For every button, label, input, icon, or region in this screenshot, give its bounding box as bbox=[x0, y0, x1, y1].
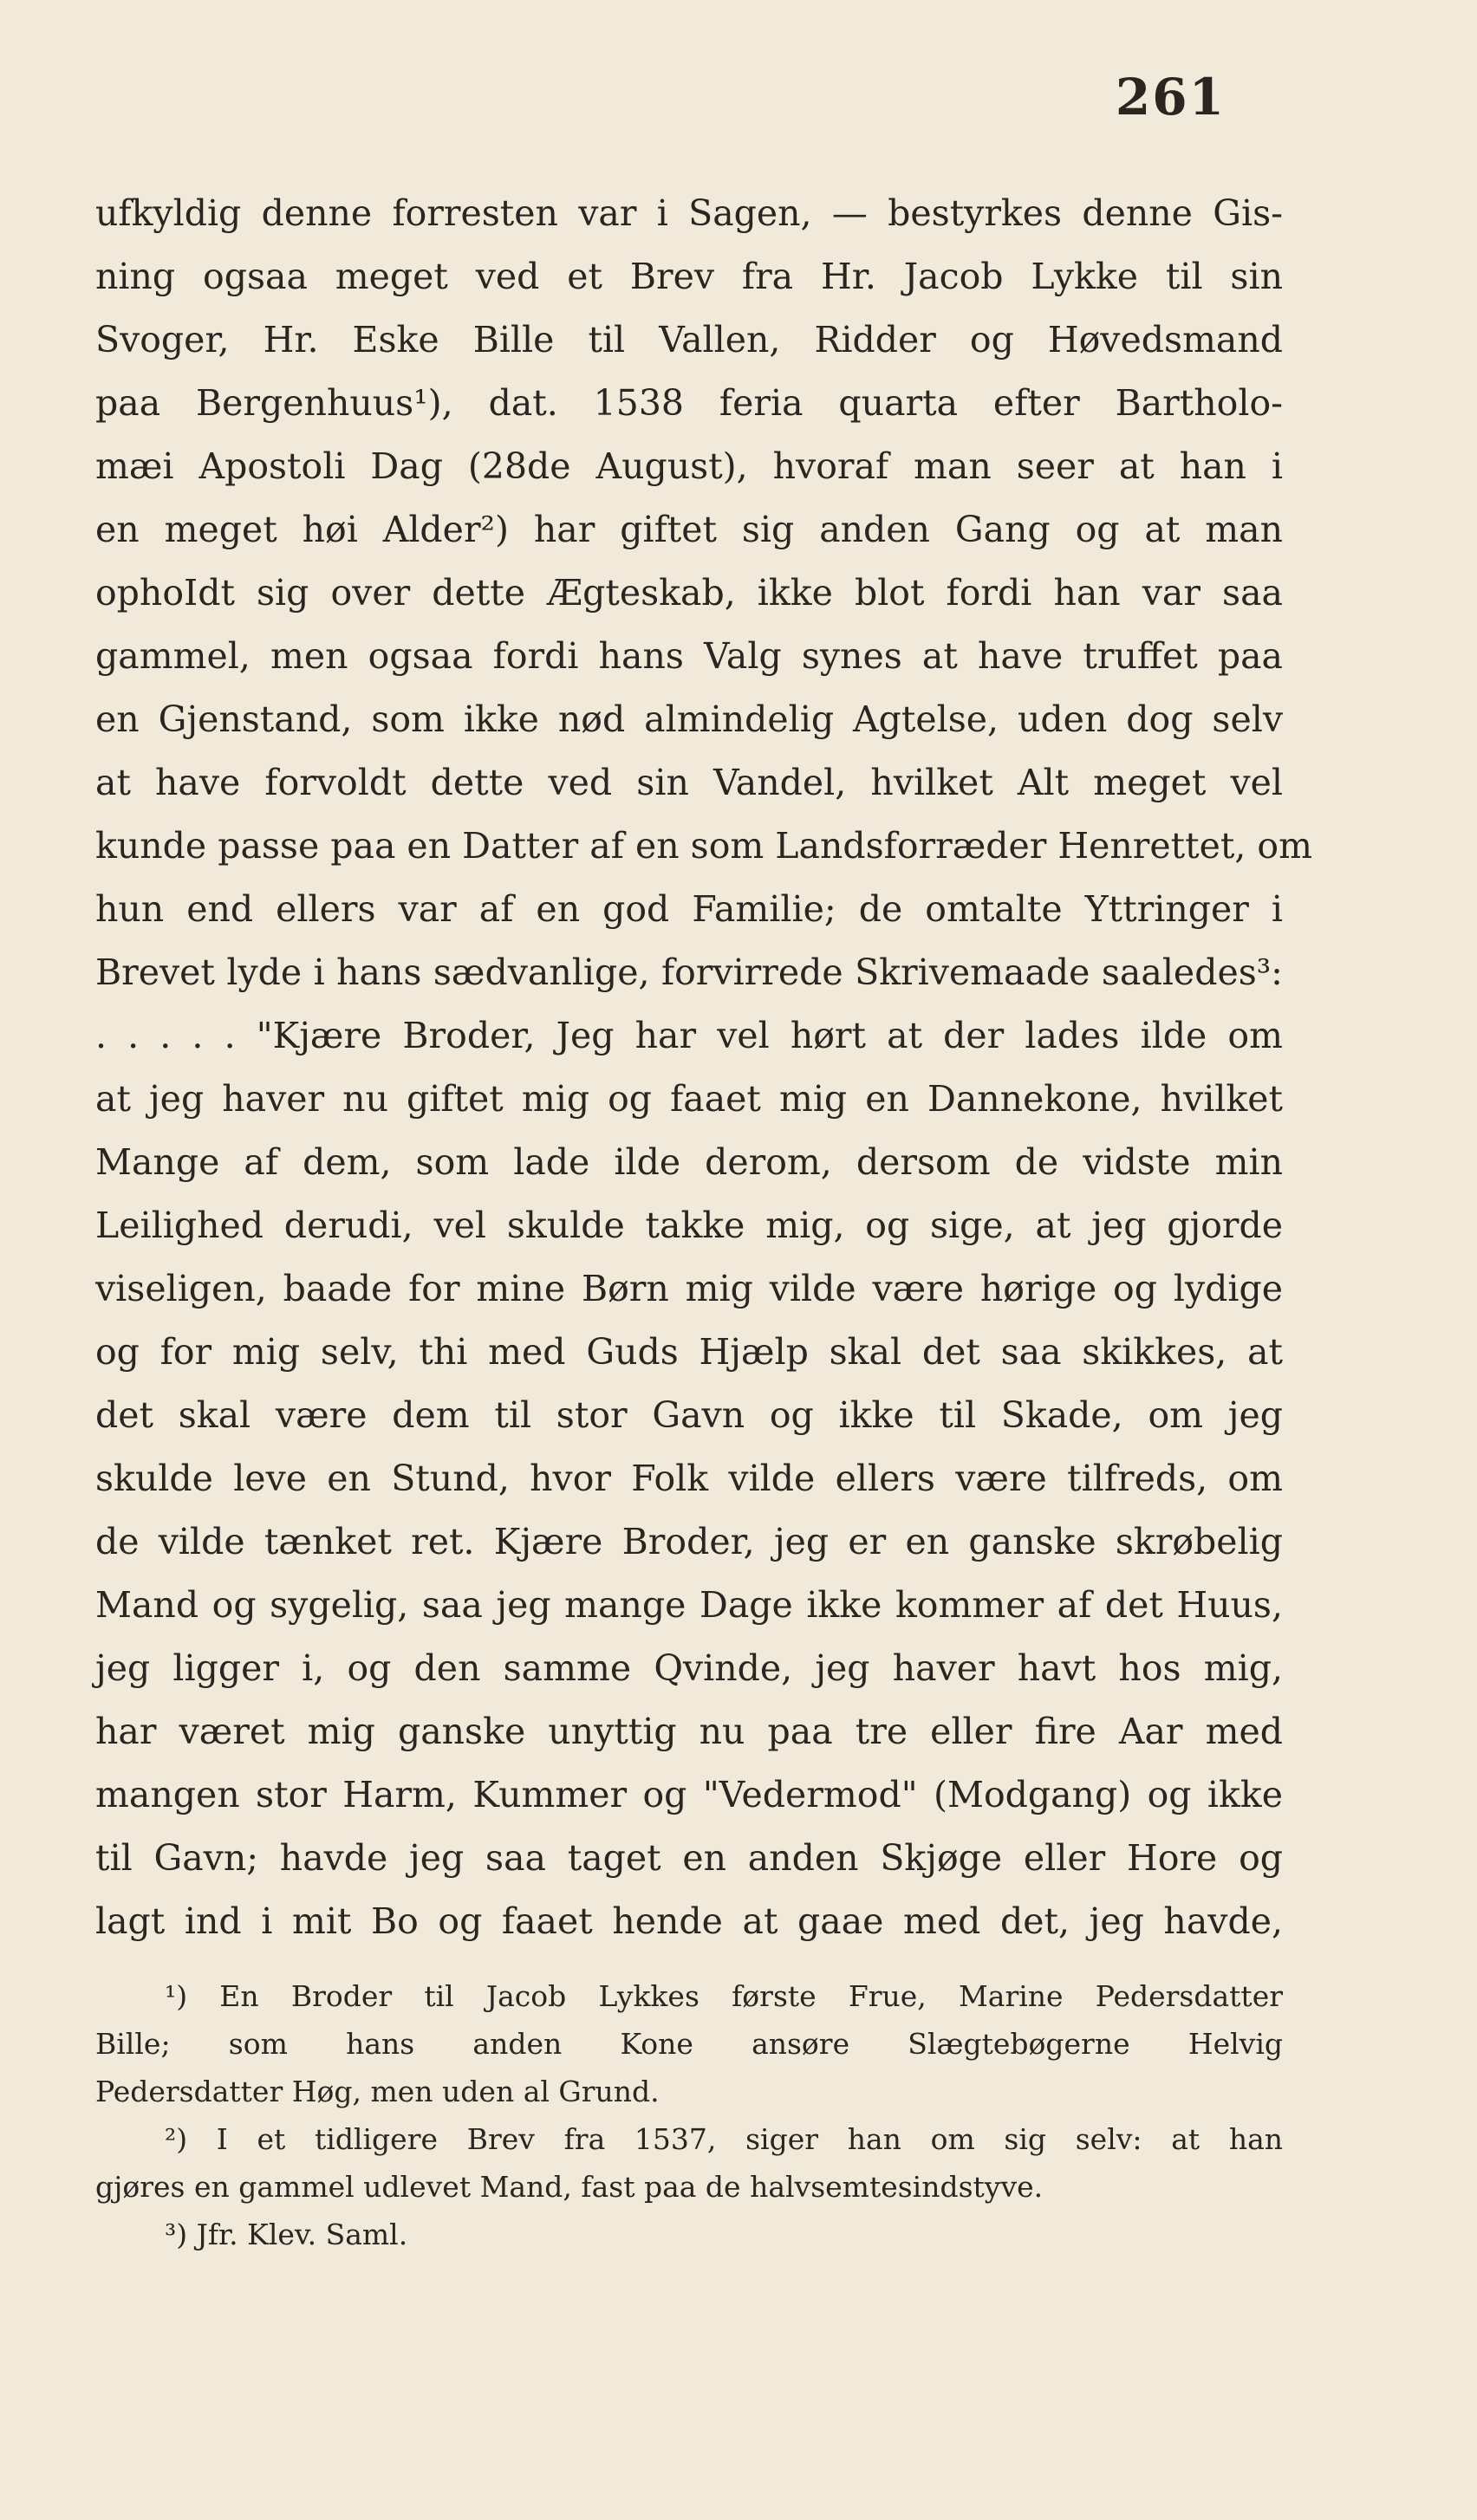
text-line: kunde passe paa en Datter af en som Landsforræder Henrettet, om bbox=[95, 825, 1312, 867]
footnote-1-line: ¹) En Broder til Jacob Lykkes første Frue, Marine Pedersdatter bbox=[165, 1979, 1283, 2013]
text-line: det skal være dem til stor Gavn og ikke til Skade, om jeg bbox=[95, 1394, 1283, 1436]
text-line: hun end ellers var af en god Familie; de omtalte Yttringer i bbox=[95, 888, 1283, 930]
text-line: skulde leve en Stund, hvor Folk vilde ellers være tilfreds, om bbox=[95, 1458, 1283, 1499]
text-line: mæi Apostoli Dag (28de August), hvoraf man seer at han i bbox=[95, 445, 1283, 487]
main-text bbox=[95, 182, 1312, 1953]
footnote-3-line: ³) Jfr. Klev. Saml. bbox=[165, 2218, 408, 2251]
footnote-1-line: Bille; som hans anden Kone ansøre Slægtebøgerne Helvig bbox=[95, 2027, 1283, 2061]
text-line: at jeg haver nu giftet mig og faaet mig en Dannekone, hvilket bbox=[95, 1078, 1283, 1120]
text-line: til Gavn; havde jeg saa taget en anden Skjøge eller Hore og bbox=[95, 1837, 1283, 1879]
text-line: . . . . . "Kjære Broder, Jeg har vel hørt at der lades ilde om bbox=[95, 1015, 1283, 1056]
text-line: Mand og sygelig, saa jeg mange Dage ikke kommer af det Huus, bbox=[95, 1584, 1283, 1626]
footnote-2-line: ²) I et tidligere Brev fra 1537, siger han om sig selv: at han bbox=[165, 2122, 1283, 2156]
text-line: og for mig selv, thi med Guds Hjælp skal det saa skikkes, at bbox=[95, 1331, 1283, 1373]
text-line: Leilighed derudi, vel skulde takke mig, og sige, at jeg gjorde bbox=[95, 1205, 1283, 1246]
text-line: jeg ligger i, og den samme Qvinde, jeg haver havt hos mig, bbox=[95, 1647, 1283, 1689]
text-line: en Gjenstand, som ikke nød almindelig Agtelse, uden dog selv bbox=[95, 698, 1283, 740]
text-line: Svoger, Hr. Eske Bille til Vallen, Ridder og Høvedsmand bbox=[95, 319, 1283, 360]
text-line: de vilde tænket ret. Kjære Broder, jeg er en ganske skrøbelig bbox=[95, 1521, 1283, 1562]
text-line: gammel, men ogsaa fordi hans Valg synes at have truffet paa bbox=[95, 635, 1283, 677]
text-line: paa Bergenhuus¹), dat. 1538 feria quarta efter Bartholo- bbox=[95, 382, 1283, 424]
text-line: viseligen, baade for mine Børn mig vilde være hørige og lydige bbox=[95, 1268, 1283, 1309]
text-line: ning ogsaa meget ved et Brev fra Hr. Jacob Lykke til sin bbox=[95, 256, 1283, 297]
text-line: har været mig ganske unyttig nu paa tre eller fire Aar med bbox=[95, 1711, 1283, 1752]
page-number: 261 bbox=[1115, 68, 1226, 127]
footnotes bbox=[95, 1972, 1283, 2258]
text-line: mangen stor Harm, Kummer og "Vedermod" (Modgang) og ikke bbox=[95, 1774, 1283, 1815]
footnote-1-line: Pedersdatter Høg, men uden al Grund. bbox=[95, 2075, 660, 2108]
text-line: en meget høi Alder²) har giftet sig anden Gang og at man bbox=[95, 509, 1283, 550]
text-line: ophoIdt sig over dette Ægteskab, ikke blot fordi han var saa bbox=[95, 572, 1283, 614]
text-line: lagt ind i mit Bo og faaet hende at gaae med det, jeg havde, bbox=[95, 1900, 1283, 1942]
footnote-2-line: gjøres en gammel udlevet Mand, fast paa de halvsemtesindstyve. bbox=[95, 2170, 1044, 2204]
text-line: Brevet lyde i hans sædvanlige, forvirrede Skrivemaade saaledes³: bbox=[95, 951, 1283, 993]
text-line: Mange af dem, som lade ilde derom, dersom de vidste min bbox=[95, 1141, 1283, 1183]
text-line: ufkyldig denne forresten var i Sagen, — bestyrkes denne Gis- bbox=[95, 192, 1283, 234]
text-line: at have forvoldt dette ved sin Vandel, hvilket Alt meget vel bbox=[95, 762, 1283, 803]
